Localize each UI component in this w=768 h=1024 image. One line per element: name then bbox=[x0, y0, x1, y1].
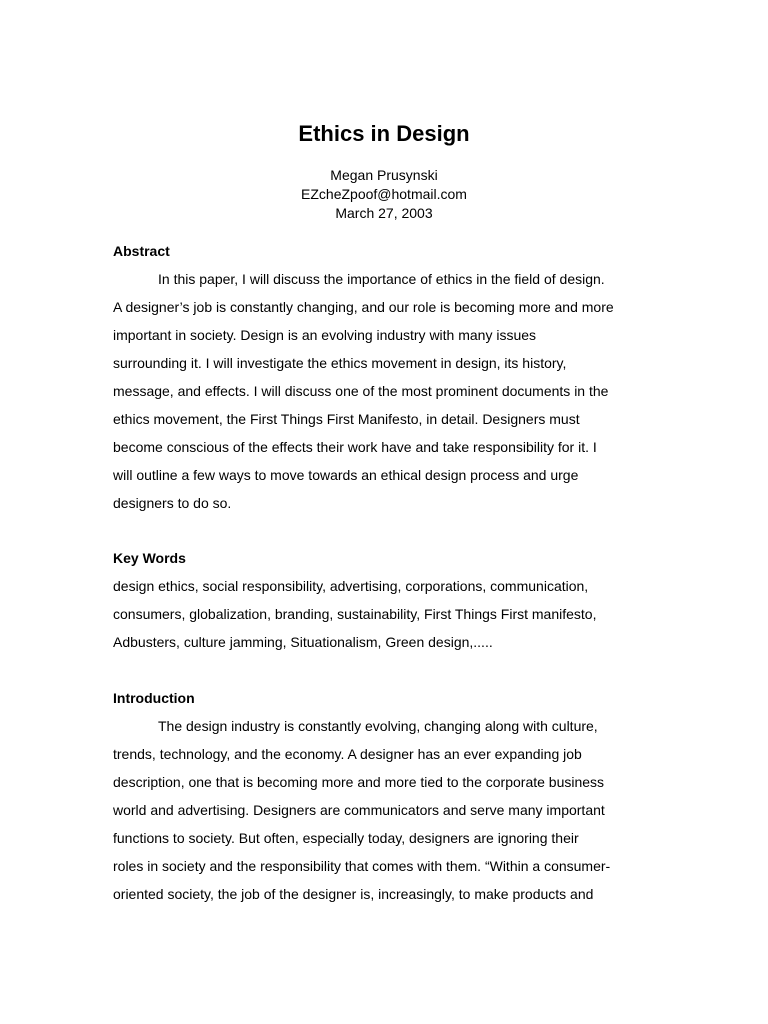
introduction-line: world and advertising. Designers are communicators and serve many important bbox=[113, 802, 605, 818]
abstract-line: will outline a few ways to move towards an ethical design process and urge bbox=[113, 467, 579, 483]
keywords-line: Adbusters, culture jamming, Situationalism, Green design,..... bbox=[113, 634, 493, 650]
keywords-heading: Key Words bbox=[113, 550, 186, 566]
abstract-line: A designer’s job is constantly changing, and our role is becoming more and more bbox=[113, 299, 614, 315]
keywords-line: design ethics, social responsibility, advertising, corporations, communication, bbox=[113, 578, 589, 594]
introduction-body bbox=[113, 712, 673, 908]
introduction-line: roles in society and the responsibility that comes with them. “Within a consumer- bbox=[113, 858, 611, 874]
abstract-body bbox=[113, 265, 673, 517]
abstract-line: become conscious of the effects their work have and take responsibility for it. I bbox=[113, 439, 597, 455]
document-date: March 27, 2003 bbox=[335, 205, 433, 221]
keywords-body bbox=[113, 572, 673, 656]
abstract-heading: Abstract bbox=[113, 243, 170, 259]
document-title: Ethics in Design bbox=[298, 121, 470, 146]
abstract-line: designers to do so. bbox=[113, 495, 232, 511]
introduction-line: trends, technology, and the economy. A designer has an ever expanding job bbox=[113, 746, 582, 762]
abstract-line: ethics movement, the First Things First Manifesto, in detail. Designers must bbox=[113, 411, 580, 427]
abstract-line: message, and effects. I will discuss one of the most prominent documents in the bbox=[113, 383, 609, 399]
introduction-line: oriented society, the job of the designer is, increasingly, to make products and bbox=[113, 886, 594, 902]
introduction-line: functions to society. But often, especially today, designers are ignoring their bbox=[113, 830, 579, 846]
abstract-line: important in society. Design is an evolving industry with many issues bbox=[113, 327, 537, 343]
author-email: EZcheZpoof@hotmail.com bbox=[301, 186, 467, 202]
introduction-heading: Introduction bbox=[113, 690, 195, 706]
keywords-line: consumers, globalization, branding, sustainability, First Things First manifesto, bbox=[113, 606, 597, 622]
introduction-line: description, one that is becoming more and more tied to the corporate business bbox=[113, 774, 605, 790]
introduction-line: The design industry is constantly evolving, changing along with culture, bbox=[158, 718, 598, 734]
abstract-line: surrounding it. I will investigate the ethics movement in design, its history, bbox=[113, 355, 567, 371]
author-block bbox=[0, 166, 768, 223]
author-name: Megan Prusynski bbox=[330, 167, 438, 183]
abstract-line: In this paper, I will discuss the importance of ethics in the field of design. bbox=[158, 271, 605, 287]
